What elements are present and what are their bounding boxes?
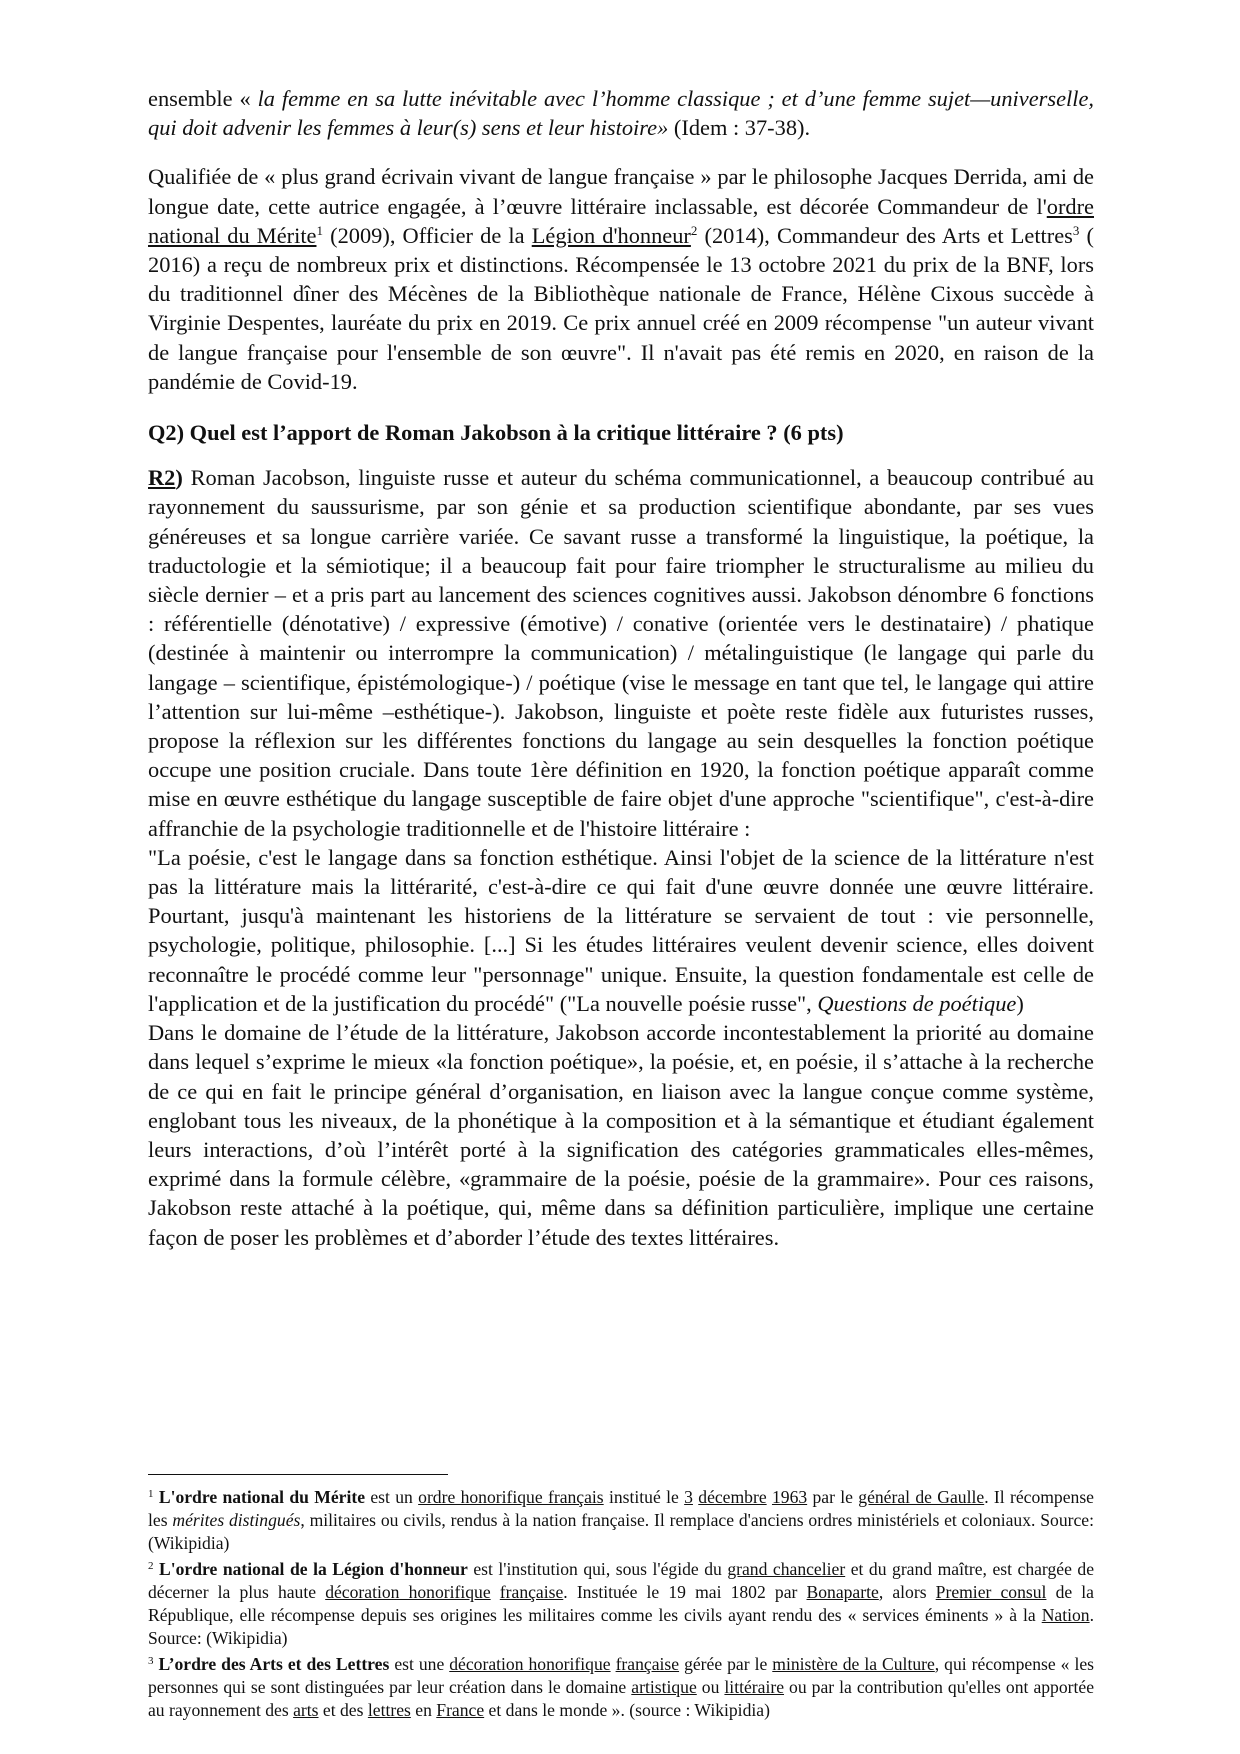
text-span: est l'institution qui, sous l'égide du — [467, 1559, 728, 1579]
footnote-link[interactable]: Nation — [1041, 1605, 1090, 1625]
text-span: est un — [365, 1487, 419, 1507]
text-span: ( 2016) a reçu de nombreux prix et distinctions. Récompensée le 13 octobre 2021 du prix de la BNF, lors du traditionnel dîner des Mécènes de la Bibliothèque nationale de France, Hélène Cixous succède à Virginie Despentes, lauréate du prix en 2019. Ce prix annuel créé en 2009 récompense "un auteur vivant de langue française pour l'ensemble de son œuvre". Il n'avait pas été remis en 2020, en raison de la pandémie de Covid-19. — [148, 222, 1094, 394]
footnote-link[interactable]: 3 — [684, 1487, 693, 1507]
text-span: en — [410, 1700, 437, 1720]
footnote-number: 3 — [148, 1655, 154, 1667]
text-span: est une — [389, 1654, 450, 1674]
quote-source-title: Questions de poétique — [817, 990, 1017, 1016]
footnote-link[interactable]: ordre honorifique français — [418, 1487, 604, 1507]
citation: (Idem : 37-38). — [668, 115, 811, 141]
footnote-link[interactable]: 1963 — [771, 1487, 808, 1507]
text-span: ensemble « — [148, 86, 258, 111]
footnote-link[interactable]: française — [615, 1654, 680, 1674]
text-span: . Il récompense les — [148, 1487, 1094, 1530]
text-span: ou par la contribution qu'elles ont apportée au rayonnement des — [148, 1677, 1095, 1720]
footnote-italic: mérites distingués — [172, 1510, 301, 1530]
text-span: par le — [807, 1487, 859, 1507]
text-span: , militaires ou civils, rendus à la nation française. Il remplace d'anciens ordres ministériels et coloniaux. Source: (Wikipidia) — [148, 1510, 1094, 1553]
footnote-number: 2 — [148, 1560, 154, 1572]
answer-paragraph — [148, 463, 1094, 843]
footnote-link[interactable]: française — [499, 1582, 564, 1602]
footnote-link[interactable]: décembre — [698, 1487, 767, 1507]
footnote-link[interactable]: Bonaparte — [806, 1582, 879, 1602]
intro-quote-paragraph — [148, 84, 1094, 142]
text-span: et dans le monde ». (source : Wikipidia) — [484, 1700, 770, 1720]
text-span: , qui récompense « les personnes qui se sont distinguées par leur création dans le domaine — [148, 1654, 1094, 1697]
text-span: institué le — [603, 1487, 685, 1507]
footnote-link[interactable]: ministère de la Culture — [772, 1654, 935, 1674]
text-span: de la République, elle récompense depuis ses origines les militaires comme les civils ayant rendu des « services éminents » à la — [148, 1582, 1094, 1625]
footnote-link[interactable]: artistique — [631, 1677, 697, 1697]
footnote-3 — [148, 1653, 1094, 1722]
footnote-ref-1[interactable]: 1 — [316, 222, 323, 238]
document-body — [148, 84, 1094, 1252]
text-span — [491, 1582, 500, 1602]
footnote-link[interactable]: Premier consul — [935, 1582, 1047, 1602]
link-legion-honneur[interactable]: Légion d'honneur — [531, 222, 691, 248]
text-span: ou — [696, 1677, 725, 1697]
footnote-term: L'ordre national de la Légion d'honneur — [159, 1559, 468, 1579]
text-span: et des — [318, 1700, 368, 1720]
footnote-link[interactable]: décoration honorifique — [325, 1582, 491, 1602]
footnote-link[interactable]: lettres — [367, 1700, 411, 1720]
footnote-link[interactable]: littéraire — [724, 1677, 785, 1697]
quote-close: ) — [1016, 990, 1024, 1016]
footnote-link[interactable]: France — [436, 1700, 485, 1720]
link-ordre-national-merite[interactable]: ordre national du Mérite — [148, 193, 1094, 248]
answer-label-paren: ) — [175, 465, 183, 491]
footnote-link[interactable]: grand chancelier — [727, 1559, 846, 1579]
cixous-paragraph — [148, 162, 1094, 396]
footnote-link[interactable]: arts — [293, 1700, 319, 1720]
footnote-1 — [148, 1486, 1094, 1555]
footnote-number: 1 — [148, 1488, 154, 1500]
text-span: et du grand maître, est chargée de décerner la plus haute — [148, 1559, 1095, 1602]
jakobson-quote-paragraph — [148, 843, 1094, 1018]
footnote-link[interactable]: décoration honorifique — [449, 1654, 611, 1674]
footnote-separator — [148, 1474, 448, 1475]
text-span: Qualifiée de « plus grand écrivain vivant de langue française » par le philosophe Jacques Derrida, ami de longue date, cette autrice engagée, à l’œuvre littéraire inclassable, est décorée Commandeur de l' — [148, 164, 1094, 219]
italic-quote: la femme en sa lutte inévitable avec l’homme classique ; et d’une femme sujet—universelle, qui doit advenir les femmes à leur(s) sens et leur histoire» — [148, 86, 1094, 141]
footnote-term: L'ordre national du Mérite — [158, 1487, 366, 1507]
answer-text: Roman Jacobson, linguiste russe et auteur du schéma communicationnel, a beaucoup contribué au rayonnement du saussurisme, par son génie et sa production scientifique abondante, par ses vues généreuses et sa longue carrière variée. Ce savant russe a transformé la linguistique, la poétique, la traductologie et la sémiotique; il a beaucoup fait pour faire triompher le structuralisme au milieu du siècle dernier – et a pris part au lancement des sciences cognitives aussi. Jakobson dénombre 6 fonctions : référentielle (dénotative) / expressive (émotive) / conative (orientée vers le destinataire) / phatique (destinée à maintenir ou interrompre la communication) / métalinguistique (le langage qui parle du langage – scientifique, épistémologique-) / poétique (vise le message en tant que tel, le langage qui attire l’attention sur lui-même –esthétique-). Jakobson, linguiste et poète reste fidèle aux futuristes russes, propose la réflexion sur les différentes fonctions du langage au sein desquelles la fonction poétique occupe une position cruciale. Dans toute 1ère définition en 1920, la fonction poétique apparaît comme mise en œuvre esthétique du langage susceptible de faire objet d'une approche "scientifique", c'est-à-dire affranchie de la psychologie traditionnelle et de l'histoire littéraire : — [148, 465, 1094, 841]
footnote-term: L’ordre des Arts et des Lettres — [158, 1654, 390, 1674]
question-heading: Q2) Quel est l’apport de Roman Jakobson à la critique littéraire ? (6 pts) — [148, 420, 844, 446]
text-span: . Source: (Wikipidia) — [148, 1605, 1094, 1648]
quote-text: "La poésie, c'est le langage dans sa fonction esthétique. Ainsi l'objet de la science de la littérature n'est pas la littérature mais la littérarité, c'est-à-dire ce qui fait d'une œuvre donnée une œuvre littéraire. Pourtant, jusqu'à maintenant les historiens de la littérature se servaient de tout : vie personnelle, psychologie, politique, philosophie. [...] Si les études littéraires veulent devenir science, elles doivent reconnaître le procédé comme leur "personnage" unique. Ensuite, la question fondamentale est celle de l'application et de la justification du procédé" ("La nouvelle poésie russe", — [148, 844, 1094, 1016]
footnote-link[interactable]: général de Gaulle — [858, 1487, 985, 1507]
answer-label: R2 — [148, 465, 176, 491]
footnotes — [148, 1486, 1094, 1725]
footnote-ref-3[interactable]: 3 — [1072, 222, 1080, 238]
footnote-2 — [148, 1558, 1094, 1650]
footnote-ref-2[interactable]: 2 — [690, 222, 698, 238]
final-paragraph: Dans le domaine de l’étude de la littérature, Jakobson accorde incontestablement la priorité au domaine dans lequel s’exprime le mieux «la fonction poétique», la poésie, et, en poésie, il s’attache à la recherche de ce qui en fait le principe général d’organisation, en liaison avec la langue conçue comme système, englobant tous les niveaux, de la phonétique à la composition et à la sémantique et étudiant également leurs interactions, d’où l’intérêt porté à la signification des catégories grammaticales elles-mêmes, exprimé dans la formule célèbre, «grammaire de la poésie, poésie de la grammaire». Pour ces raisons, Jakobson reste attaché à la poétique, qui, même dans sa définition particulière, implique une certaine façon de poser les problèmes et d’aborder l’étude des textes littéraires. — [148, 1020, 1094, 1250]
text-span: gérée par le — [679, 1654, 773, 1674]
text-span: . Instituée le 19 mai 1802 par — [563, 1582, 807, 1602]
text-span: (2014), Commandeur des Arts et Lettres — [697, 222, 1073, 248]
text-span: , alors — [878, 1582, 936, 1602]
text-span: (2009), Officier de la — [322, 222, 532, 248]
